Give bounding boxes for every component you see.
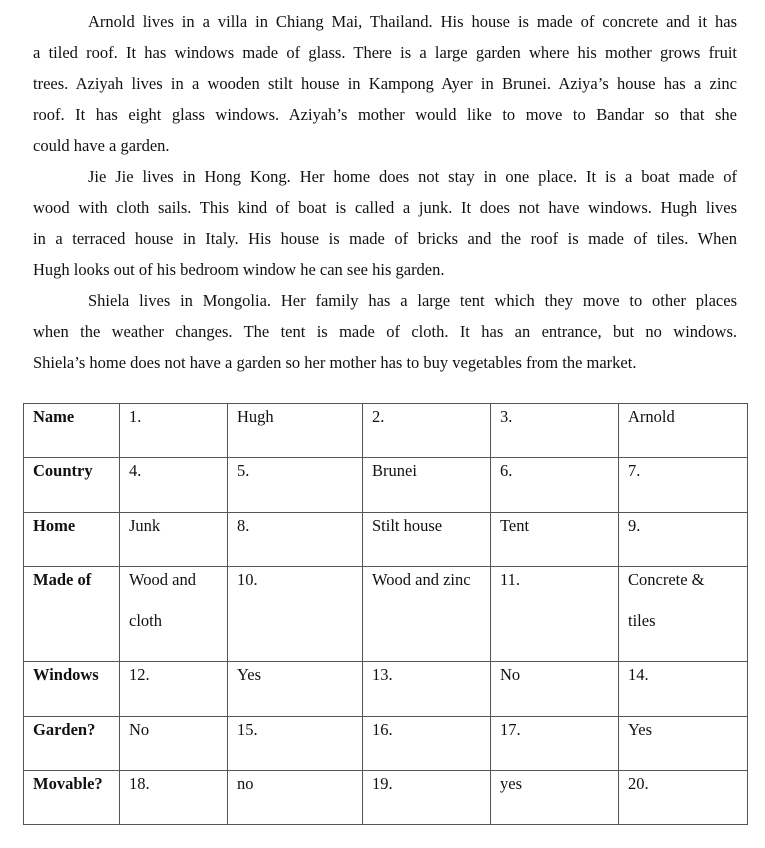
cell-text: 7. [628,461,641,480]
cell-text: Made of [33,570,92,589]
table-cell [120,771,228,825]
cell-text: Garden? [33,720,96,739]
cell-text: 10. [237,570,258,589]
cell-text: Wood and zinc [372,570,471,589]
cell-text: Hugh [237,407,274,426]
paragraph-line: Arnold lives in a villa in Chiang Mai, Thailand. His house is made of concrete and it has [88,12,737,31]
cell-text: Brunei [372,461,417,480]
cell-text: 8. [237,516,250,535]
cell-text: Country [33,461,93,480]
cell-text: Name [33,407,75,426]
cell-text: 12. [129,665,150,684]
cell-text: Home [33,516,76,535]
cell-text: No [500,665,521,684]
table-cell [228,567,363,662]
paragraph-line: when the weather changes. The tent is made of cloth. It has an entrance, but no windows. [33,322,737,341]
table-cell [491,567,619,662]
cell-text: 14. [628,665,649,684]
cell-text: 17. [500,720,521,739]
paragraph-line: Shiela’s home does not have a garden so her mother has to buy vegetables from the market. [33,353,637,372]
table-cell [619,567,748,662]
paragraph-line: a tiled roof. It has windows made of glass. There is a large garden where his mother grows fruit [33,43,737,62]
cell-text: Windows [33,665,99,684]
table-row [24,771,748,825]
cell-text: 11. [500,570,521,589]
paragraph-line: roof. It has eight glass windows. Aziyah’s mother would like to move to Bandar so that she [33,105,737,124]
row-header-cell [24,567,120,662]
cell-text: Movable? [33,774,103,793]
cell-text: 2. [372,407,385,426]
cell-text: 13. [372,665,393,684]
cell-text: Junk [129,516,161,535]
cell-text: Concrete & tiles [628,570,705,630]
cell-text: 1. [129,407,142,426]
cell-text: 4. [129,461,142,480]
table-cell [228,771,363,825]
cell-text: 5. [237,461,250,480]
paragraph-line: wood with cloth sails. This kind of boat is called a junk. It does not have windows. Hugh lives [33,198,737,217]
table-cell [120,567,228,662]
cell-text: 3. [500,407,513,426]
cell-text: No [129,720,150,739]
row-header-cell [24,771,120,825]
paragraph-line: Hugh looks out of his bedroom window he can see his garden. [33,260,445,279]
table-row [24,567,748,662]
paragraph-line: could have a garden. [33,136,170,155]
table-cell [363,567,491,662]
paragraph-line: Jie Jie lives in Hong Kong. Her home does not stay in one place. It is a boat made of [88,167,737,186]
cell-text: 19. [372,774,393,793]
cell-text: 6. [500,461,513,480]
paragraph-line: in a terraced house in Italy. His house is made of bricks and the roof is made of tiles. When [33,229,737,248]
cell-text: 16. [372,720,393,739]
paragraph-line: trees. Aziyah lives in a wooden stilt house in Kampong Ayer in Brunei. Aziya’s house has a zinc [33,74,737,93]
cell-text: Wood and cloth [129,570,196,630]
paragraph-line: Shiela lives in Mongolia. Her family has a large tent which they move to other places [88,291,737,310]
cell-text: Stilt house [372,516,443,535]
cell-text: Yes [628,720,653,739]
cell-text: 9. [628,516,641,535]
cell-text: Yes [237,665,262,684]
cell-text: no [237,774,254,793]
comparison-table [23,403,748,825]
cell-text: 15. [237,720,258,739]
table-cell [363,771,491,825]
reading-passage [33,6,737,378]
table-cell [619,771,748,825]
cell-text: yes [500,774,522,793]
cell-text: Tent [500,516,530,535]
cell-text: 18. [129,774,150,793]
table-cell [491,771,619,825]
cell-text: 20. [628,774,649,793]
cell-text: Arnold [628,407,675,426]
